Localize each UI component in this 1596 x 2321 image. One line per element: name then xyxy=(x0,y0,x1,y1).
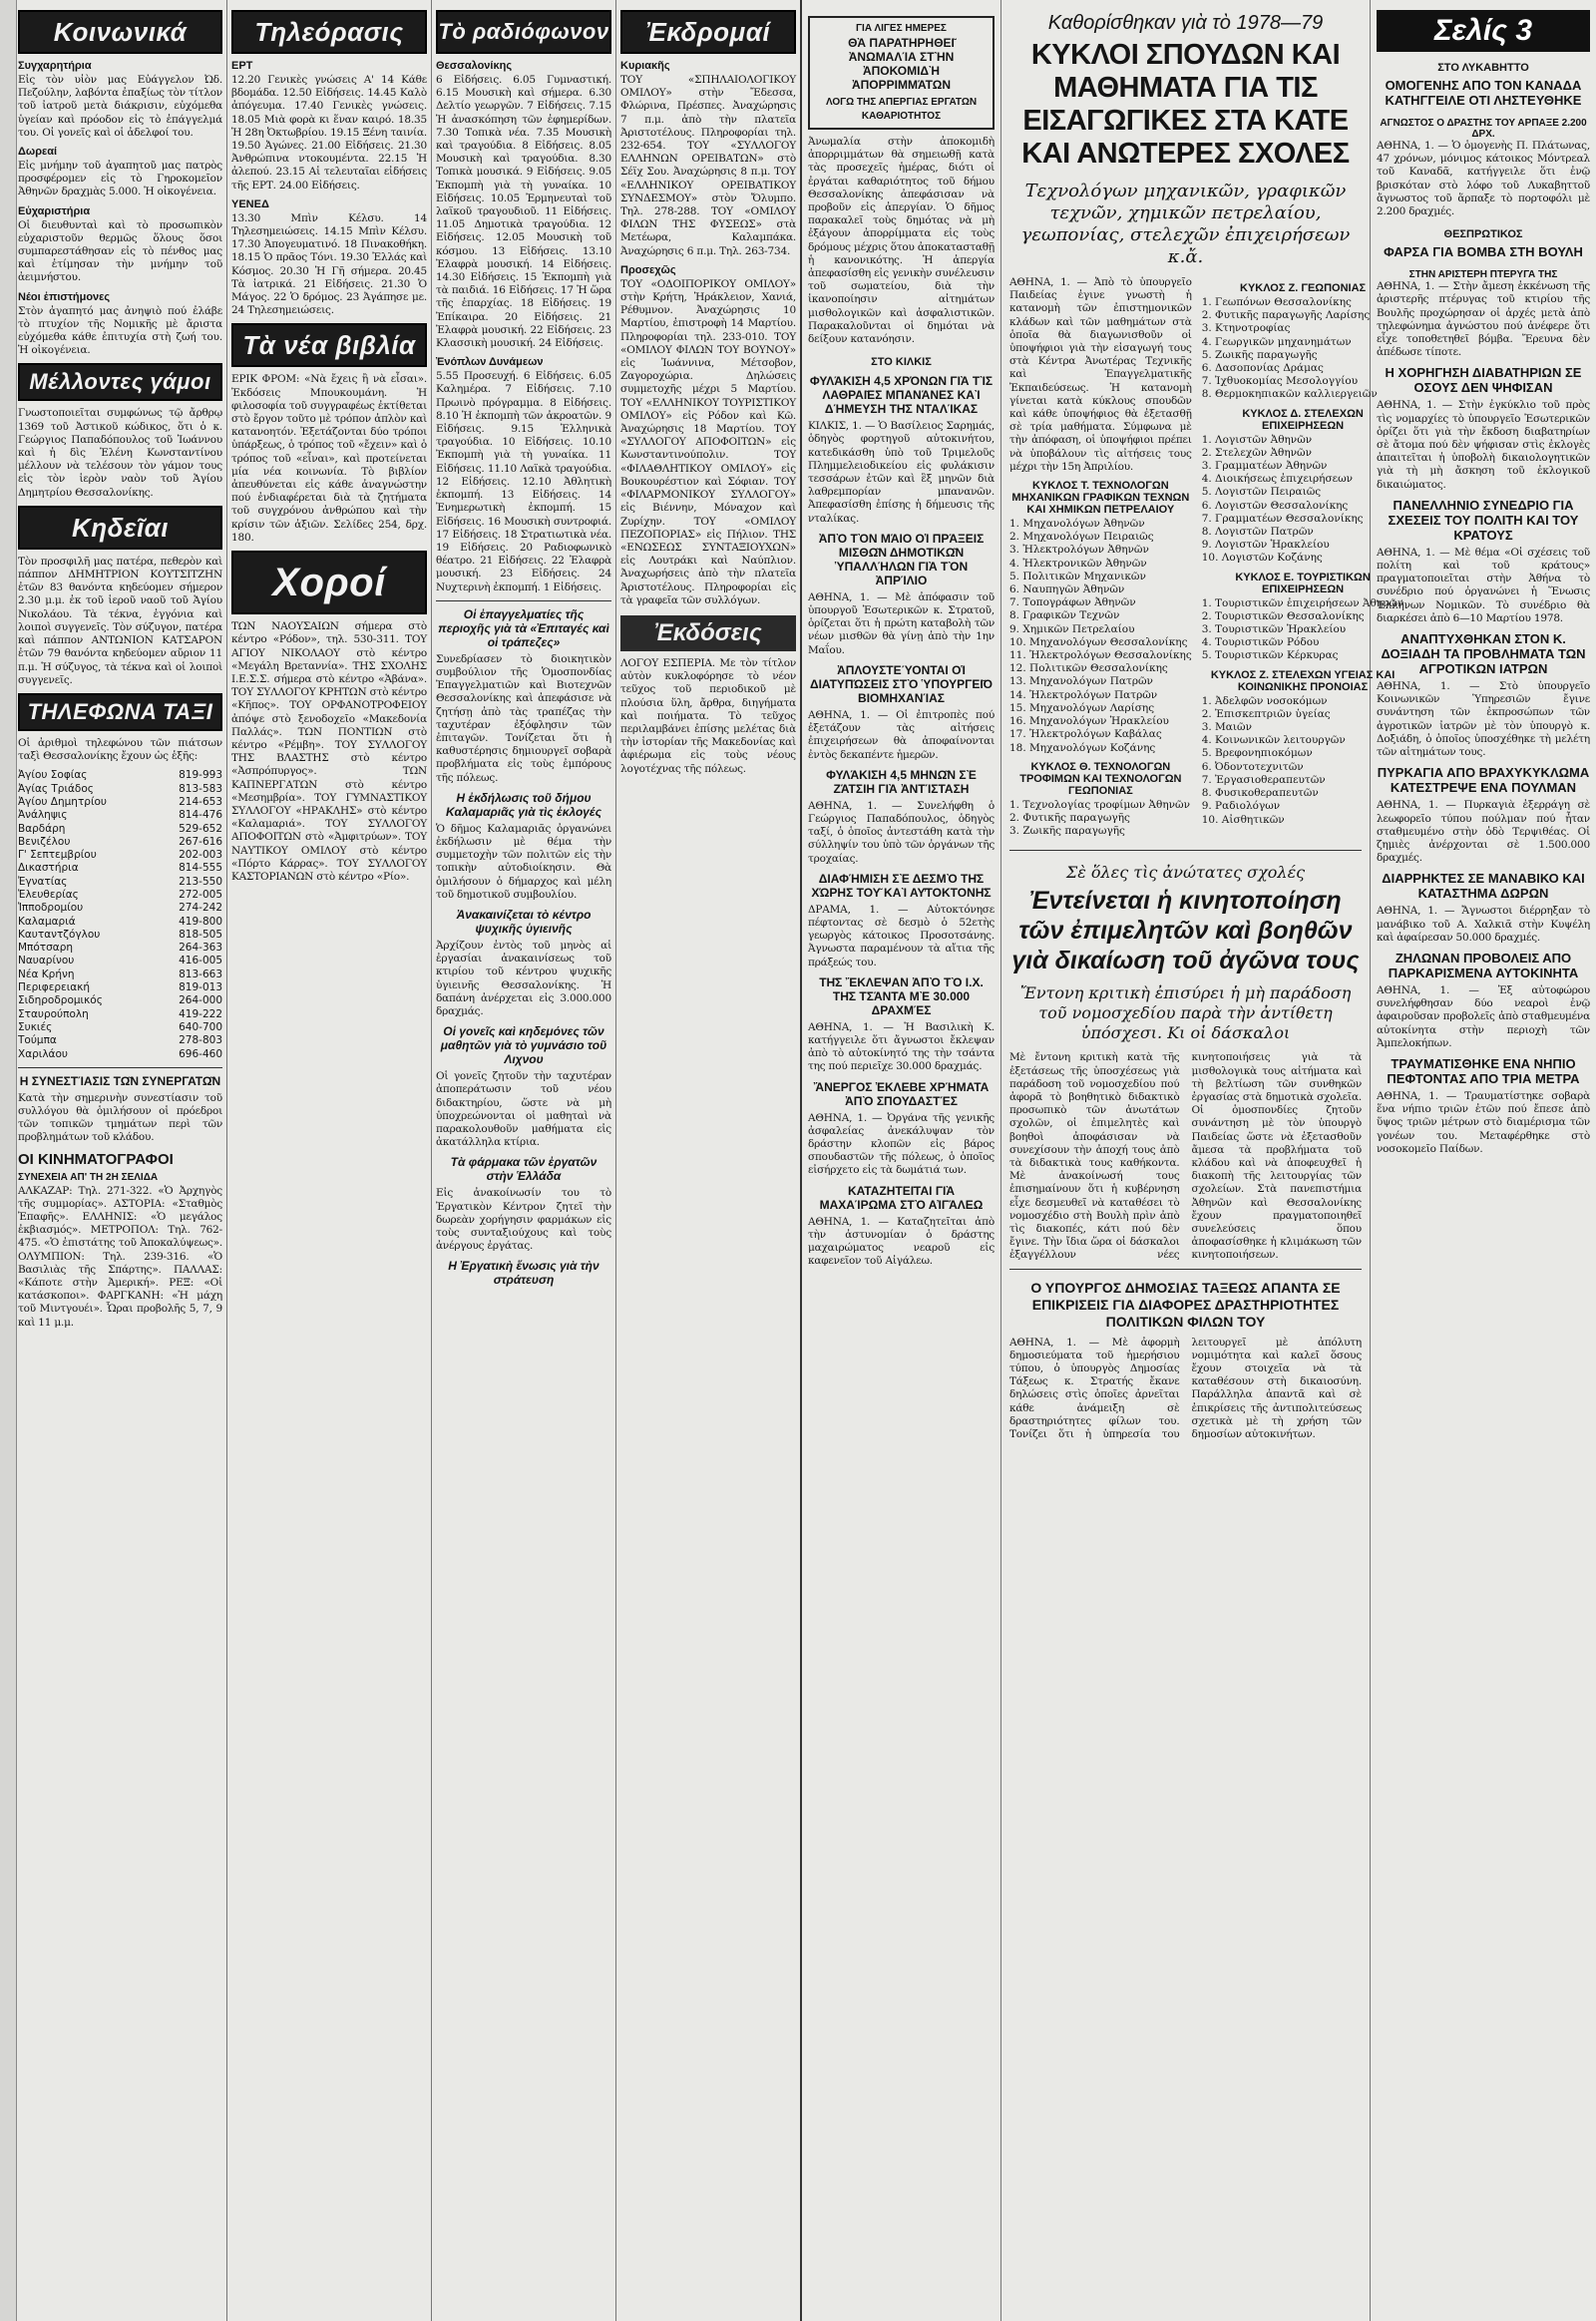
taxi-row xyxy=(18,809,222,822)
taxi-stand-name: Ἀγίου Δημητρίου xyxy=(18,795,107,808)
cinemas-text: ΑΛΚΑΖΑΡ: Τηλ. 271-322. «Ὁ Ἀρχηγὸς τῆς συμμορίας». ΑΣΤΟΡΙΑ: «Σταθμὸς Ἐπαφῆς». ΕΛΛΗΝΙΣ: «Ὁ μεγάλος ἐκβιασμός». ΜΕΤΡΟΠΟΛ: Τηλ. 762-475. «Ὁ ἐπιστάτης τοῦ Ἀποκαλύψεως». ΟΛΥΜΠΙΟΝ: Τηλ. 239-316. «Ὁ Βασιλιὰς τῆς Σπάρτης». ΠΑΛΛΑΣ: «Κάποτε στὴν Ἀμερική». ΡΕΞ: «Οἱ κατάσκοποι». ΦΑΡΓΚΑΝΗ: «Ἡ μάχη τοῦ Μιντγουέι». Ὧραι προβολῆς 5, 7, 9 καὶ 11 μ.μ. xyxy=(18,1184,222,1329)
taxi-row xyxy=(18,783,222,796)
taxi-intro: Οἱ ἀριθμοὶ τηλεφώνου τῶν πιάτσων ταξὶ Θεσσαλονίκης ἔχουν ὡς ἑξῆς: xyxy=(18,736,222,763)
excursions-sunday-head: Κυριακῆς xyxy=(620,60,670,72)
main-headline: ΚΥΚΛΟΙ ΣΠΟΥΔΩΝ ΚΑΙ ΜΑΘΗΜΑΤΑ ΓΙΑ ΤΙΣ ΕΙΣΑΓΩΓΙΚΕΣ ΣΤΑ ΚΑΤΕ ΚΑΙ ΑΝΩΤΕΡΕΣ ΣΧΟΛΕΣ xyxy=(1021,39,1350,170)
brief-head-6: ΠΥΡΚΑΓΙΑ ΑΠΟ ΒΡΑΧΥΚΥΚΛΩΜΑ ΚΑΤΕΣΤΡΕΨΕ ΕΝΑ ΠΟΥΛΜΑΝ xyxy=(1377,765,1590,796)
section-banner-social: Κοινωνικά xyxy=(18,10,222,54)
taxi-row xyxy=(18,916,222,929)
taxi-row xyxy=(18,836,222,849)
column-tv xyxy=(227,0,432,2321)
list-item: 1. Τεχνολογίας τροφίμων Ἀθηνῶν xyxy=(1009,798,1190,811)
taxi-stand-name: Γ' Σεπτεμβρίου xyxy=(18,849,97,862)
taxi-stand-name: Καυταντζόγλου xyxy=(18,928,101,941)
second-body: Μὲ ἔντονη κριτικὴ κατὰ τῆς ἐξετάσεως τῆς ὑποσχέσεως γιὰ παράδοση τοῦ νομοσχεδίου πού ἀφορᾶ τὸ βοηθητικὸ διδακτικὸ προσωπικὸ τῶν ἀνωτάτων σχολῶν, οἱ ἐπιμελητὲς καὶ βοηθοὶ ἀποφάσισαν νὰ συνεχίσουν τὴν ἀποχή τους ἀπὸ τὰ διδακτικὰ τους καθήκοντα. Μὲ ἀνακοίνωσή τους ἐπισημαίνουν ὅτι ἡ κυβέρνηση εἶχε δεσμευθεῖ νὰ καταθέσει τὸ νομοσχέδιο στὴ Βουλὴ πρὶν ἀπὸ τὶς διακοπές, κάτι πού δὲν ἔγινε. Τὴν ἴδια ὥρα οἱ δάσκαλοι ἐξαγγέλλουν νέες κινητοποιήσεις γιὰ τὰ μισθολογικὰ τους αἰτήματα καὶ τὴ βελτίωση τῶν συνθηκῶν ἐργασίας στὰ δημοτικὰ σχολεῖα. Οἱ ὁμοσπονδίες ζητοῦν συνάντηση μὲ τὸν ὑπουργὸ Παιδείας ὥστε νὰ ἐξετασθοῦν ἄμεσα τὰ προβλήματα τοῦ κλάδου καὶ νὰ ἀποφευχθεῖ ἡ διακοπὴ τῆς λειτουργίας τῶν σχολείων. Στὰ πανεπιστήμια Ἀθηνῶν καὶ Θεσσαλονίκης ἔχουν πραγματοποιηθεῖ συνελεύσεις ὅπου ἀποφασίσθηκε ἡ κλιμάκωση τῶν κινητοποιήσεων. xyxy=(1009,1051,1362,1262)
brief-text-8: ΑΘΗΝΑ, 1. — Ἐξ αὐτοφώρου συνελήφθησαν δύο νεαροὶ ἐνῷ ἀφαιροῦσαν προβολεῖς ἀπὸ σταθμευμένα αὐτοκίνητα στὴν περιοχὴ τῶν Ἀμπελοκήπων. xyxy=(1377,983,1590,1049)
taxi-phone-number: 696-460 xyxy=(179,1047,222,1060)
taxi-stand-name: Βαρδάρη xyxy=(18,822,66,835)
article-head-industry: ἈΠΛΟΥΣΤΕΎΟΝΤΑΙ ΟἹ ΔΙΑΤΥΠΏΣΕΙΣ ΣΤῸ ὙΠΟΥΡΓΕΙ͂Ο ΒΙΟΜΗΧΑΝΊΑΣ xyxy=(809,662,994,705)
taxi-phone-list xyxy=(18,769,222,1061)
list-item: 4. Διοικήσεως ἐπιχειρήσεων xyxy=(1201,473,1354,486)
taxi-stand-name: Δικαστήρια xyxy=(18,862,79,875)
taxi-stand-name: Βενιζέλου xyxy=(18,835,71,848)
list-item: 8. Φυσικοθεραπευτῶν xyxy=(1201,787,1319,800)
excursions-upcoming-text: ΤΟΥ «ΟΔΟΙΠΟΡΙΚΟΥ ΟΜΙΛΟΥ» στὴν Κρήτη, Ἡράκλειον, Χανιά, Ρέθυμνον. Ἀναχώρησις 10 Μαρτίου, ἐπιστροφὴ 14 Μαρτίου. Πληροφορίαι τηλ. 233-010. ΤΟΥ «ΟΜΙΛΟΥ ΦΙΛΩΝ ΤΟΥ ΒΟΥΝΟΥ» εἰς Ἰωάννινα, Μέτσοβον, Ζαγοροχώρια. Δηλώσεις συμμετοχῆς μέχρι 5 Μαρτίου. ΤΟΥ «ΕΛΛΗΝΙΚΟΥ ΤΟΥΡΙΣΤΙΚΟΥ ΟΜΙΛΟΥ» εἰς Ρόδον καὶ Κῶ. Ἀναχώρησις 18 Μαρτίου. ΤΟΥ «ΣΥΛΛΟΓΟΥ ΑΠΟΦΟΙΤΩΝ» εἰς Κωνσταντινούπολιν. ΤΟΥ «ΦΙΛΑΘΛΗΤΙΚΟΥ ΟΜΙΛΟΥ» εἰς Βουκουρέστιον καὶ Σόφιαν. ΤΟΥ «ΦΙΛΑΡΜΟΝΙΚΟΥ ΣΥΛΛΟΓΟΥ» εἰς Βιέννην, Μόναχον καὶ Ζυρίχην. ΤΟΥ «ΟΜΙΛΟΥ ΠΕΖΟΠΟΡΙΑΣ» εἰς Πήλιον. ΤΗΣ «ΕΝΩΣΕΩΣ ΣΥΝΤΑΞΙΟΥΧΩΝ» εἰς Λουτράκι καὶ Ναύπλιον. Ἀναχωρήσεις ἀπὸ τὴν πλατεῖα Ἀριστοτέλους. Πληροφορίαι εἰς τὰ γραφεῖα τῶν συλλόγων. xyxy=(620,277,796,606)
column-radio xyxy=(432,0,616,2321)
list-item: 7. Ἐργασιοθεραπευτῶν xyxy=(1201,773,1326,786)
taxi-stand-name: Περιφερειακή xyxy=(18,981,91,994)
taxi-phone-number: 416-005 xyxy=(179,955,222,967)
list-item: 3. Ζωικῆς παραγωγῆς xyxy=(1009,825,1125,838)
publications-text: ΛΟΓΟΥ ΕΣΠΕΡΙΑ. Με τὸν τίτλον αὐτὸν κυκλοφόρησε τὸ νέον τεῦχος τοῦ περιοδικοῦ μὲ πλούσια ὕλη, ἄρθρα, διηγήματα καὶ ποιήματα. Τὸ τεῦχος περιλαμβάνει ἐπίσης μελέτας διὰ τὴν ἱστορίαν τῆς Μακεδονίας καὶ ἀφιέρωμα εἰς τοὺς νέους λογοτέχνας τῆς πόλεως. xyxy=(620,656,796,775)
taxi-phone-number: 819-013 xyxy=(179,981,222,994)
social-text-2: Εἰς μνήμην τοῦ ἀγαπητοῦ μας πατρὸς προσφέρομεν εἰς τὸ Γηροκομεῖον Ἀθηνῶν δραχμὰς 5.000. Ἡ οἰκογένεια. xyxy=(18,160,222,198)
list-item: 10. Μηχανολόγων Θεσσαλονίκης xyxy=(1009,635,1188,648)
list-item: 2. Φυτικῆς παραγωγῆς Λαρίσης xyxy=(1201,309,1371,322)
article-head-drama: ΔΙΑΦΉΜΙΣΗ ΣῈ ΔΕΣΜῸ ΤΗ͂Σ ΧΏΡΗΣ ΤΟΥ͂ ΚΑῚ ΑΥ̓ΤΟΚΤΟΝΗ͂Σ xyxy=(811,871,992,900)
article-text-drama: ΔΡΑΜΑ, 1. — Αὐτοκτόνησε πέφτοντας σὲ δεσμὸ ὁ 52ετὴς γεωργὸς κάτοικος Προσοτσάνης. Ἀγνωστα παραμένουν τὰ αἴτια τῆς πράξεώς του. xyxy=(808,903,995,968)
list-item: 8. Θερμοκηπιακῶν καλλιεργειῶν xyxy=(1201,388,1378,401)
brief-sub-2: ΣΤΗΝ ΑΡΙΣΤΕΡΗ ΠΤΕΡΥΓΑ ΤΗΣ xyxy=(1408,269,1558,281)
brief-kicker-2: ΘΕΣΠΡΩΤΙΚΟΣ xyxy=(1443,228,1523,241)
weddings-text: Γνωστοποιεῖται συμφώνως τῷ ἄρθρῳ 1369 τοῦ Ἀστικοῦ κώδικος, ὅτι ὁ κ. Γεώργιος Παπαδόπουλος τοῦ Ἰωάννου καὶ ἡ δὶς Ἑλένη Κωνσταντίνου μέλλουν νὰ τελέσουν τὸν γάμον τους εἰς τὸν ἱερὸν ναὸν τοῦ Ἁγίου Δημητρίου Θεσσαλονίκης. xyxy=(18,407,222,499)
main-body-text: ΑΘΗΝΑ, 1. — Ἀπὸ τὸ ὑπουργεῖο Παιδείας ἐγινε γνωστὴ ἡ κατανομὴ τῶν ἐπιστημονικῶν κλάδων καὶ τῶν μαθημάτων στὰ ὁποῖα θὰ διαγωνισθοῦν οἱ ὑποψήφιοι γιὰ τὴν εἰσαγωγή τους στὰ Κέντρα Ἀνωτέρας Τεχνικῆς καὶ Ἐπαγγελματικῆς Ἐκπαιδεύσεως. Ἡ κατανομὴ γίνεται κατὰ κύκλους σπουδῶν καὶ κάθε ὑποψήφιος θὰ ἐξετασθῇ σὲ τρία μαθήματα. Σύμφωνα μὲ τὴν ἀπόφαση, οἱ ὑποψήφιοι πρέπει νὰ ὑποβάλουν τὶς αἰτήσεις τους μέχρι τὴν 15η Ἀπριλίου. xyxy=(1009,276,1192,473)
article-head-bag: ΤΗ͂Σ ἜΚΛΕΨΑΝ ἈΠῸ ΤῸ Ι.Χ. ΤΗ͂Σ ΤΣΆΝΤΑ ΜῈ 30.000 ΔΡΑΧΜΈΣ xyxy=(819,974,984,1017)
taxi-row xyxy=(18,1021,222,1034)
article-head-prison: ΦΥΛΆΚΙΣΗ 4,5 ΜΗΝΩ͂Ν ΣῈ ΖΆΤΣΙΗ ΓΙᾺ ἈΝΤΊΣΤΑΣΗ xyxy=(826,767,977,796)
social-text-1: Εἰς τὸν υἱὸν μας Εὐάγγελον Ὠδ. Πεζούλην, λαβόντα ἐπαξίως τὸν τίτλον τοῦ ἰατροῦ μετὰ διάκρισιν, εὐχόμεθα ὑγείαν καὶ πρόοδον εἰς τὸ ἐπάγγελμά του. Οἱ γονεῖς καὶ οἱ ἀδελφοί του. xyxy=(18,74,222,139)
second-deck: Ἔντονη κριτικὴ ἐπισύρει ἡ μὴ παράδοση τοῦ νομοσχεδίου παρὰ τὴν ἀντίθετη ὑπόσχεσι. Κι οἱ δάσκαλοι xyxy=(1019,983,1352,1043)
brief-text-5: ΑΘΗΝΑ, 1. — Στὸ ὑπουργεῖο Κοινωνικῶν Ὑπηρεσιῶν ἔγινε συνάντηση τῶν ἐκπροσώπων τῶν ἀγροτικῶν ἰατρῶν μὲ τὸν ὑπουργὸ κ. Δοξιάδη, ὁ ὁποῖος ὑποσχέθηκε τὴ μελέτη τῶν αἰτημάτων τους. xyxy=(1377,680,1590,759)
brief-text-3: ΑΘΗΝΑ, 1. — Στὴν ἐγκύκλιο τοῦ πρὸς τὶς νομαρχίες τὸ ὑπουργεῖο Ἐσωτερικῶν ὁρίζει ὅτι γιὰ τὴν ἔκδοση διαβατηρίων σὲ ἄτομα πού δὲν ψήφισαν στὶς ἐκλογὲς ἀπαιτεῖται ἡ ὑποβολὴ δικαιολογητικῶν γιὰ τὴ μὴ ἄσκηση τοῦ ἐκλογικοῦ δικαιώματος. xyxy=(1377,399,1590,491)
list-item: 2. Φυτικῆς παραγωγῆς xyxy=(1009,811,1130,824)
list-item: 18. Μηχανολόγων Κοζάνης xyxy=(1009,741,1156,754)
taxi-row xyxy=(18,1034,222,1047)
list-item: 6. Λογιστῶν Θεσσαλονίκης xyxy=(1201,499,1349,512)
list-item: 13. Μηχανολόγων Πατρῶν xyxy=(1009,675,1153,688)
taxi-stand-name: Σιδηροδρομικός xyxy=(18,994,103,1007)
section-banner-excursions: Ἐκδρομαί xyxy=(620,10,796,54)
brief-sub-1: ΑΓΝΩΣΤΟΣ Ο ΔΡΑΣΤΗΣ ΤΟΥ ΑΡΠΑΞΕ 2.200 ΔΡΧ. xyxy=(1380,118,1587,140)
taxi-phone-number: 813-663 xyxy=(179,967,222,980)
brief-kicker-1: ΣΤΟ ΛΥΚΑΒΗΤΤΟ xyxy=(1437,62,1529,74)
taxi-phone-number: 419-222 xyxy=(179,1007,222,1020)
list-item: 9. Χημικῶν Πετρελαίου xyxy=(1009,622,1135,635)
list-item: 17. Ἠλεκτρολόγων Καβάλας xyxy=(1009,728,1162,741)
taxi-row xyxy=(18,849,222,862)
article-text-checks: Συνεδρίασεν τὸ διοικητικὸν συμβούλιον τῆς Ὁμοσπονδίας Ἐπαγγελματιῶν καὶ Βιοτεχνῶν Θεσσαλονίκης καὶ ἀπεφάσισε νὰ ζητήσῃ ἀπὸ τὰς τραπέζας τὴν ταχυτέραν ἐξόφλησιν τῶν ἐπιταγῶν. Τονίζεται ὅτι ἡ καθυστέρησις δημιουργεῖ σοβαρὰ προβλήματα εἰς τοὺς ἐμπόρους τῆς πόλεως. xyxy=(436,652,611,784)
notice-garbage-sub: ΛΟΓΩ ΤΗΣ ΑΠΕΡΓΙΑΣ ΕΡΓΑΤΩΝ ΚΑΘΑΡΙΟΤΗΤΟΣ xyxy=(825,97,978,122)
brief-text-7: ΑΘΗΝΑ, 1. — Ἄγνωστοι διέρρηξαν τὸ μανάβικο τοῦ Α. Χαλκιᾶ στὴν Κυψέλη καὶ ἀφαίρεσαν 50.000 δραχμές. xyxy=(1377,905,1590,944)
list-item: 8. Λογιστῶν Πατρῶν xyxy=(1201,526,1314,539)
tv-yened-head: ΥΕΝΕΔ xyxy=(231,197,269,210)
list-item: 4. Τουριστικῶν Ρόδου xyxy=(1201,636,1320,649)
list-item: 5. Ζωικῆς παραγωγῆς xyxy=(1201,348,1318,361)
taxi-row xyxy=(18,862,222,875)
list-item: 10. Αἰσθητικῶν xyxy=(1201,813,1285,826)
taxi-stand-name: Μπότσαρη xyxy=(18,942,74,955)
article-head-parents: Οἱ γονεῖς καὶ κηδεμόνες τῶν μαθητῶν γιὰ τὸ γυμνάσιο τοῦ Λιχνου xyxy=(440,1024,607,1067)
list-engineers xyxy=(1009,518,1192,755)
article-kicker-kilkis: ΣΤΟ ΚΙΛΚΙΣ xyxy=(871,356,932,369)
main-kicker: Καθορίσθηκαν γιὰ τὸ 1978—79 xyxy=(1047,12,1324,34)
third-body: ΑΘΗΝΑ, 1. — Μὲ ἀφορμὴ δημοσιεύματα τοῦ ἡμερήσιου τύπου, ὁ ὑπουργὸς Δημοσίας Τάξεως κ. Στρατής ἔκανε δηλώσεις στὶς ὁποῖες ἀρνεῖται κάθε ἀνάμειξη σὲ δραστηριότητες φίλων του. Τονίζει ὅτι ἡ ὑπηρεσία του λειτουργεῖ μὲ ἀπόλυτη νομιμότητα καὶ καλεῖ ὅσους ἔχουν στοιχεῖα νὰ τὰ καταθέσουν στὴ δικαιοσύνη. Παράλληλα ἀπαντᾶ καὶ σὲ ἐπικρίσεις τῆς ἀντιπολιτεύσεως σχετικὰ μὲ τὴ χρήση τῶν δημοσίων αὐτοκινήτων. xyxy=(1009,1336,1362,1440)
taxi-stand-name: Ἀγίου Σοφίας xyxy=(18,769,88,782)
column-main-story xyxy=(1001,0,1404,2321)
taxi-phone-number: 274-242 xyxy=(179,902,222,915)
list-item: 1. Τουριστικῶν ἐπιχειρήσεων Ἀθηνῶν xyxy=(1201,596,1404,609)
taxi-phone-number: 278-803 xyxy=(179,1034,222,1047)
taxi-row xyxy=(18,902,222,915)
taxi-row xyxy=(18,942,222,955)
list-item: 10. Λογιστῶν Κοζάνης xyxy=(1201,552,1323,565)
taxi-stand-name: Ἀγίας Τριάδος xyxy=(18,782,94,795)
list-item: 11. Ἠλεκτρολόγων Θεσσαλονίκης xyxy=(1009,649,1192,662)
taxi-stand-name: Ἐγνατίας xyxy=(18,875,68,888)
list-item: 7. Γραμματέων Θεσσαλονίκης xyxy=(1201,512,1364,525)
list-item: 7. Τοπογράφων Ἀθηνῶν xyxy=(1009,596,1136,609)
list-item: 3. Γραμματέων Ἀθηνῶν xyxy=(1201,460,1328,473)
article-text-bag: ΑΘΗΝΑ, 1. — Ἡ Βασιλικὴ Κ. κατήγγειλε ὅτι ἄγνωστοι ἔκλεψαν ἀπὸ τὸ αὐτοκίνητό της τὴν τσάντα της πού περιεῖχε 30.000 δραχμάς. xyxy=(808,1020,995,1073)
cooperators-text: Κατὰ τὴν σημερινὴν συνεστίασιν τοῦ συλλόγου θὰ ὁμιλήσουν οἱ πρόεδροι τῶν τοπικῶν τμημάτων περὶ τῶν προβλημάτων τοῦ κλάδου. xyxy=(18,1091,222,1144)
taxi-stand-name: Χαριλάου xyxy=(18,1047,68,1060)
list-item: 2. Στελεχῶν Ἀθηνῶν xyxy=(1201,446,1312,459)
article-text-parents: Οἱ γονεῖς ζητοῦν τὴν ταχυτέραν ἀποπεράτωσιν τοῦ νέου διδακτηρίου, ὥστε νὰ μὴ ὑποχρεώνονται οἱ μαθηταὶ νὰ παρακολουθοῦν μαθήματα εἰς ἀκατάλληλα κτίρια. xyxy=(436,1070,611,1149)
social-subhead-4: Νέοι ἐπιστήμονες xyxy=(18,290,111,303)
third-headline: Ο ΥΠΟΥΡΓΟΣ ΔΗΜΟΣΙΑΣ ΤΑΞΕΩΣ ΑΠΑΝΤΑ ΣΕ ΕΠΙΚΡΙΣΕΙΣ ΓΙΑ ΔΙΑΦΟΡΕΣ ΔΡΑΣΤΗΡΙΟΤΗΤΕΣ ΠΟΛΙΤΙΚΩΝ ΦΙΛΩΝ ΤΟΥ xyxy=(1030,1279,1341,1330)
article-text-stabbing: ΑΘΗΝΑ, 1. — Καταζητεῖται ἀπὸ τὴν ἀστυνομίαν ὁ δράστης μαχαιρώματος νεαροῦ εἰς καφενεῖον τοῦ Αἰγάλεω. xyxy=(808,1215,995,1268)
list-item: 5. Λογιστῶν Πειραιῶς xyxy=(1201,486,1322,499)
list-head-tourism: ΚΥΚΛΟΣ Ε. ΤΟΥΡΙΣΤΙΚΩΝ ΕΠΙΧΕΙΡΗΣΕΩΝ xyxy=(1235,571,1371,595)
section-banner-books: Τὰ νέα βιβλία xyxy=(231,323,427,367)
excursions-upcoming-head: Προσεχῶς xyxy=(620,263,676,276)
taxi-row xyxy=(18,876,222,889)
article-head-union: Η Ἐργατικὴ ἕνωσις γιὰ τὴν στράτευση xyxy=(448,1259,599,1288)
list-item: 3. Κτηνοτροφίας xyxy=(1201,322,1291,335)
brief-head-1: ΟΜΟΓΕΝΗΣ ΑΠΟ ΤΟΝ ΚΑΝΑΔΑ ΚΑΤΗΓΓΕΙΛΕ ΟΤΙ ΛΗΣΤΕΥΘΗΚΕ xyxy=(1385,78,1582,108)
list-item: 15. Μηχανολόγων Λαρίσης xyxy=(1009,701,1155,714)
social-text-3: Οἱ διευθυνταὶ καὶ τὸ προσωπικὸν εὐχαριστοῦν θερμῶς ὅλους ὅσοι συμπαρεστάθησαν εἰς τὸ πένθος μας καὶ ἐτίμησαν τὴν μνήμην τοῦ ἀειμνήστου. xyxy=(18,218,222,284)
notice-garbage-kicker: ΓΙΑ ΛΙΓΕΣ ΗΜΕΡΕΣ xyxy=(856,23,947,34)
cinemas-sub: ΣΥΝΕΧΕΙΑ ΑΠ' ΤΗ 2Η ΣΕΛΙΔΑ xyxy=(18,1171,159,1183)
list-item: 1. Γεωπόνων Θεσσαλονίκης xyxy=(1201,296,1352,308)
taxi-stand-name: Σταυρούπολη xyxy=(18,1007,89,1020)
article-head-medicines: Τὰ φάρμακα τῶν ἐργατῶν στὴν Ἑλλάδα xyxy=(450,1155,598,1184)
radio-thess-head: Θεσσαλονίκης xyxy=(436,60,513,72)
brief-text-4: ΑΘΗΝΑ, 1. — Μὲ θέμα «Οἱ σχέσεις τοῦ πολίτη καὶ τοῦ κράτους» πραγματοποιεῖται στὴν Ἀθήνα τὸ συνέδριο πού ὀργανώνει ἡ Ἕνωσις Ἑλλήνων Νομικῶν. Τὸ συνέδριο θὰ διαρκέσει ἀπὸ 6—10 Μαρτίου 1978. xyxy=(1377,546,1590,624)
taxi-phone-number: 814-555 xyxy=(179,862,222,875)
cinemas-head: ΟΙ ΚΙΝΗΜΑΤΟΓΡΑΦΟΙ xyxy=(18,1150,174,1168)
dances-text: ΤΩΝ ΝΑΟΥΣΑΙΩΝ σήμερα στὸ κέντρο «Ρόδον», τηλ. 530-311. ΤΟΥ ΑΓΙΟΥ ΝΙΚΟΛΑΟΥ στὸ κέντρο «Μεγάλη Βρεταννία». ΤΗΣ ΣΧΟΛΗΣ Ι.Ε.Σ.Σ. σήμερα στὸ κέντρο «Ἁβάνα». ΤΟΥ ΣΥΛΛΟΓΟΥ ΚΡΗΤΩΝ στὸ κέντρο «Κῆπος». ΤΟΥ ΟΡΦΑΝΟΤΡΟΦΕΙΟΥ ἀπόψε στὸ ξενοδοχεῖο «Μακεδονία Παλλάς». ΤΩΝ ΠΟΝΤΙΩΝ στὸ κέντρο «Ρέμβη». ΤΟΥ ΣΥΛΛΟΓΟΥ ΤΗΣ ΒΛΑΣΤΗΣ στὸ κέντρο «Ἀσπρόπυργος». ΤΩΝ ΚΑΠΝΕΡΓΑΤΩΝ στὸ κέντρο «Μεσημβρία». ΤΟΥ ΓΥΜΝΑΣΤΙΚΟΥ ΣΥΛΛΟΓΟΥ «ΗΡΑΚΛΗΣ» στὸ κέντρο «Καλαμαριά». ΤΟΥ ΣΥΛΛΟΓΟΥ ΑΠΟΦΟΙΤΩΝ στὸ «Ἀμφιτρύων». ΤΟΥ ΝΑΥΤΙΚΟΥ ΟΜΙΛΟΥ στὸ κέντρο «Πόρτο Κάρρας». ΤΟΥ ΣΥΛΛΟΓΟΥ ΚΑΣΤΟΡΙΑΝΩΝ στὸ κέντρο «Ρίο». xyxy=(231,620,427,883)
taxi-phone-number: 529-652 xyxy=(179,822,222,835)
list-item: 5. Πολιτικῶν Μηχανικῶν xyxy=(1009,570,1146,582)
taxi-stand-name: Ἑλευθερίας xyxy=(18,888,79,901)
radio-thess-text: 6 Εἰδήσεις. 6.05 Γυμναστική. 6.15 Μουσικὴ καὶ σήμερα. 6.30 Δελτίο γεωργῶν. 7 Εἰδήσεις. 7.15 Ἡ ἀνασκόπηση τῶν ἐφημερίδων. 7.30 Τοπικὰ νέα. 7.35 Μουσικὴ καὶ τραγούδια. 8 Εἰδήσεις. 8.05 Μουσικὴ καὶ τραγούδια. 8.30 Τοπικὰ μουσικά. 9 Εἰδήσεις. 9.05 Ἐκπομπὴ γιὰ τὴ γυναίκα. 10 Εἰδήσεις. 10.05 Ἐρμηνευταὶ τοῦ λαϊκοῦ τραγουδιοῦ. 11 Εἰδήσεις. 11.05 Δημοτικὰ τραγούδια. 12 Εἰδήσεις. 12.05 Μουσικὴ τοῦ κόσμου. 13 Εἰδήσεις. 13.10 Ἐλαφρὰ μουσική. 14 Εἰδήσεις. 14.30 Εἰδήσεις. 15 Ἐκπομπὴ γιὰ τὰ παιδιά. 16 Εἰδήσεις. 17 Ἡ ὥρα τῆς ἐπαρχίας. 18 Εἰδήσεις. 19 Ἐπίκαιρα. 20 Εἰδήσεις. 21 Ἐλαφρὰ μουσική. 22 Εἰδήσεις. 23 Κλασσικὴ μουσική. 24 Εἰδήσεις. xyxy=(436,74,611,350)
taxi-stand-name: Ἱπποδρομίου xyxy=(18,902,84,915)
taxi-phone-number: 202-003 xyxy=(179,849,222,862)
list-item: 9. Λογιστῶν Ἡρακλείου xyxy=(1201,539,1330,552)
taxi-phone-number: 640-700 xyxy=(179,1020,222,1033)
section-banner-dances: Χοροί xyxy=(231,551,427,614)
taxi-row xyxy=(18,1008,222,1021)
list-food xyxy=(1009,799,1192,839)
column-news-short xyxy=(802,0,1001,2321)
social-subhead-3: Εὐχαριστήρια xyxy=(18,204,91,217)
notice-garbage-body: Ἀνωμαλία στὴν ἀποκομιδὴ ἀπορριμμάτων θὰ σημειωθῇ κατὰ τὰς προσεχεῖς ἡμέρας, διότι οἱ ἐργάται καθαριότητος τοῦ δήμου Θεσσαλονίκης ἀπεφάσισαν νὰ προβοῦν εἰς ἀπεργίαν. Ὁ δῆμος παρακαλεῖ τοὺς δημότας νὰ μὴ ἐξάγουν ἀπορρίμματα εἰς τοὺς δρόμους μέχρις ὅτου ἀποκατασταθῇ ἡ κανονικότης. Ἡ ἀπεργία ἀπεφασίσθη εἰς γενικὴν συνέλευσιν τοῦ σωματείου, διὰ τὴν ἱκανοποίησιν αἰτημάτων μισθολογικῶν καὶ ἀσφαλιστικῶν. Παρακαλοῦνται οἱ δημόται νὰ δείξουν κατανόησιν. xyxy=(808,136,996,346)
notice-garbage xyxy=(808,16,995,130)
tv-yened-text: 13.30 Μπὶν Κέλσυ. 14 Τηλεσημειώσεις. 14.15 Μπὶν Κέλσυ. 17.30 Ἀπογευματινό. 18 Πινακοθήκη. 18.15 Ὁ πρᾶος Τόνι. 19.30 Ἐλλάς καὶ Κόσμος. 20.30 Ἡ Γῆ σήμερα. 20.45 Τὰ ἰατρικά. 21 Εἰδήσεις. 21.30 Ὁ Μάγος. 22 Ὁ δρόμος. 23 Ἀγάπησε με. 24 Τηλεσημειώσεις. xyxy=(231,211,427,317)
list-head-food: ΚΥΚΛΟΣ Θ. ΤΕΧΝΟΛΟΓΩΝ ΤΡΟΦΙΜΩΝ ΚΑΙ ΤΕΧΝΟΛΟΓΩΝ ΓΕΩΠΟΝΙΑΣ xyxy=(1019,760,1182,797)
list-item: 4. Ἠλεκτρονικῶν Ἀθηνῶν xyxy=(1009,557,1147,570)
taxi-stand-name: Ναυαρίνου xyxy=(18,955,75,967)
article-text-students: ΑΘΗΝΑ, 1. — Ὀργάνα τῆς γενικῆς ἀσφαλείας ἀνεκάλυψαν τὸν δράστην κλοπῶν εἰς βάρος σπουδαστῶν τῆς πόλεως, ὁ ὁποῖος εἰσήρχετο εἰς τὰ δωμάτιά των. xyxy=(808,1111,995,1177)
second-kicker: Σὲ ὅλες τὶς ἀνώτατες σχολές xyxy=(1065,863,1306,883)
list-item: 9. Ραδιολόγων xyxy=(1201,800,1281,813)
list-item: 1. Μηχανολόγων Ἀθηνῶν xyxy=(1009,518,1145,531)
section-banner-taxi: ΤΗΛΕΦΩΝΑ ΤΑΞΙ xyxy=(18,693,222,731)
list-item: 5. Τουριστικῶν Κέρκυρας xyxy=(1201,649,1339,662)
article-head-checks: Οἱ ἐπαγγελματίες τῆς περιοχῆς γιὰ τὰ «Ἐπιταγές καὶ οἱ τράπεζες» xyxy=(438,606,609,649)
taxi-stand-name: Νέα Κρήνη xyxy=(18,967,75,980)
taxi-row xyxy=(18,823,222,836)
radio-armed-text: 5.55 Προσευχή. 6 Εἰδήσεις. 6.05 Καλημέρα. 7 Εἰδήσεις. 7.10 Πρωινὸ πρόγραμμα. 8 Εἰδήσεις. 8.10 Ἡ ἐκπομπὴ τῶν ἀκροατῶν. 9 Εἰδήσεις. 9.15 Ἐλληνικὰ τραγούδια. 10 Εἰδήσεις. 10.10 Ἐκπομπὴ γιὰ τὴ γυναίκα. 11 Εἰδήσεις. 11.10 Λαϊκὰ τραγούδια. 12 Εἰδήσεις. 12.10 Ἀθλητικὴ ἐκπομπή. 13 Εἰδήσεις. 14 Ἐνημερωτικὴ ἐκπομπή. 15 Εἰδήσεις. 16 Μουσικὴ συντροφιά. 17 Εἰδήσεις. 18 Στρατιωτικὰ νέα. 19 Εἰδήσεις. 20 Ραδιοφωνικὸ θέατρο. 21 Εἰδήσεις. 22 Ἐλαφρὰ μουσική. 23 Εἰδήσεις. 24 Νυχτερινὴ ἐκπομπή. 1 Εἰδήσεις. xyxy=(436,370,611,593)
section-banner-weddings: Μέλλοντες γάμοι xyxy=(18,363,222,401)
taxi-phone-number: 813-583 xyxy=(179,782,222,795)
taxi-row xyxy=(18,994,222,1007)
list-item: 7. Ἰχθυοκομίας Μεσολογγίου xyxy=(1201,375,1359,388)
taxi-row xyxy=(18,769,222,782)
section-banner-radio: Τὸ ραδιόφωνον xyxy=(436,10,611,54)
brief-text-6: ΑΘΗΝΑ, 1. — Πυρκαγιὰ ἐξερράγη σὲ λεωφορεῖο τύπου πούλμαν πού ἦταν σταθμευμένο στὴν ὁδὸ Τερψιθέας. Οἱ ζημιὲς ἀνέρχονται σὲ 1.500.000 δραχμές. xyxy=(1377,799,1590,865)
list-item: 1. Λογιστῶν Ἀθηνῶν xyxy=(1201,433,1313,446)
taxi-phone-number: 214-653 xyxy=(179,795,222,808)
taxi-phone-number: 272-005 xyxy=(179,888,222,901)
list-item: 16. Μηχανολόγων Ἡρακλείου xyxy=(1009,715,1169,728)
page-number-label: Σελίς 3 xyxy=(1377,10,1590,52)
article-head-mental-health: Ἀνακαινίζεται τὸ κέντρο ψυχικῆς ὑγιεινῆς xyxy=(456,907,592,936)
taxi-phone-number: 264-000 xyxy=(179,994,222,1007)
taxi-row xyxy=(18,796,222,809)
taxi-row xyxy=(18,955,222,967)
article-text-bananas: ΚΙΛΚΙΣ, 1. — Ὁ Βασίλειος Σαρημάς, ὁδηγὸς φορτηγοῦ αὐτοκινήτου, κατεδικάσθη ὑπὸ τοῦ Τριμελοῦς Πλημμελειοδικείου εἰς φυλάκισιν τεσσάρων ἐτῶν καὶ ἓξ μηνῶν διὰ λαθρεμπορίαν μπανανῶν. Ἀπεφασίσθη ἐπίσης ἡ δήμευσις τῆς νταλίκας. xyxy=(808,420,995,525)
article-head-bananas: ΦΥΛΆΚΙΣΗ 4,5 ΧΡΌΝΩΝ ΓΙᾺ ΤῚΣ ΛΑΘΡΑΙ͂ΕΣ ΜΠΑΝΆΝΕΣ ΚΑῚ ΔΉΜΕΥΣΗ ΤΗ͂Σ ΝΤΑΛΊΚΑΣ xyxy=(809,374,994,417)
article-head-kalamaria: Η ἐκδήλωσις τοῦ δήμου Καλαμαριᾶς γιὰ τὶς ἐκλογές xyxy=(446,790,601,819)
taxi-phone-number: 819-993 xyxy=(179,769,222,782)
brief-head-7: ΔΙΑΡΡΗΚΤΕΣ ΣΕ ΜΑΝΑΒΙΚΟ ΚΑΙ ΚΑΤΑΣΤΗΜΑ ΔΩΡΩΝ xyxy=(1382,871,1585,902)
list-head-agronomy: ΚΥΚΛΟΣ Ζ. ΓΕΩΠΟΝΙΑΣ xyxy=(1240,282,1367,294)
article-text-prison: ΑΘΗΝΑ, 1. — Συνελήφθη ὁ Γεώργιος Παπαδόπουλος, ὁδηγὸς ταξί, ὁ ὁποῖος ἀντεστάθη κατὰ τὴν σύλληψίν του ὑπὸ τῶν ὀργάνων τῆς τροχαίας. xyxy=(808,799,995,865)
radio-armed-head: Ἐνόπλων Δυνάμεων xyxy=(436,356,544,369)
column-briefs xyxy=(1371,0,1596,2321)
list-item: 3. Τουριστικῶν Ἡρακλείου xyxy=(1201,623,1347,636)
books-text: ΕΡΙΚ ΦΡΟΜ: «Νὰ ἔχεις ἢ νὰ εἶσαι». Ἐκδόσεις Μπουκουμάνη. Ἡ φιλοσοφία τοῦ συγγραφέως ἐκτίθεται στὸ ἔργον τοῦτο μὲ τρόπον ἀπλὸν καὶ κατανοητόν. Ἐξετάζονται δύο τρόποι ὑπάρξεως, ὁ τρόπος τοῦ «ἔχειν» καὶ ὁ τρόπος τοῦ «εἶναι», καὶ προτείνεται μία νέα κοινωνία. Τὸ βιβλίον ἀπευθύνεται εἰς κάθε ἀναγνώστην πού ἐνδιαφέρεται διὰ τὰ ζητήματα τοῦ συγχρόνου ἀνθρώπου καὶ τὴν κρίσιν τῶν ἀξιῶν. Σελίδες 254, δρχ. 180. xyxy=(231,373,427,544)
taxi-phone-number: 264-363 xyxy=(179,942,222,955)
cooperators-head: Η ΣΥΝΕΣΤΊΑΣΙΣ ΤΩ͂Ν ΣΥΝΕΡΓΑΤΩ͂Ν xyxy=(19,1073,221,1088)
taxi-row xyxy=(18,929,222,942)
list-item: 5. Βρεφονηπιοκόμων xyxy=(1201,747,1313,760)
list-item: 2. Μηχανολόγων Πειραιῶς xyxy=(1009,531,1154,544)
taxi-row xyxy=(18,968,222,981)
article-head-students: ἌΝΕΡΓΟΣ ἘΚΛΕΒΕ ΧΡΉΜΑΤΑ ἈΠῸ ΣΠΟΥΔΑΣΤΈΣ xyxy=(813,1079,990,1108)
taxi-row xyxy=(18,981,222,994)
section-banner-funerals: Κηδεῖαι xyxy=(18,506,222,550)
taxi-row xyxy=(18,889,222,902)
list-head-engineers: ΚΥΚΛΟΣ Τ. ΤΕΧΝΟΛΟΓΩΝ ΜΗΧΑΝΙΚΩΝ ΓΡΑΦΙΚΩΝ ΤΕΧΝΩΝ ΚΑΙ ΧΗΜΙΚΩΝ ΠΕΤΡΕΛΑΙΟΥ xyxy=(1011,480,1190,517)
brief-head-3: Η ΧΟΡΗΓΗΣΗ ΔΙΑΒΑΤΗΡΙΩΝ ΣΕ ΟΣΟΥΣ ΔΕΝ ΨΗΦΙΣΑΝ xyxy=(1385,365,1582,396)
list-item: 6. Δασοπονίας Δράμας xyxy=(1201,362,1324,375)
taxi-phone-number: 267-616 xyxy=(179,835,222,848)
list-item: 8. Γραφικῶν Τεχνῶν xyxy=(1009,609,1120,622)
taxi-phone-number: 419-800 xyxy=(179,915,222,928)
taxi-row xyxy=(18,1048,222,1061)
main-deck: Τεχνολόγων μηχανικῶν, γραφικῶν τεχνῶν, χημικῶν πετρελαίου, γεωπονίας, στελεχῶν ἐπιχειρήσεων κ.ἄ. xyxy=(1020,181,1351,267)
social-subhead-2: Δωρεαί xyxy=(18,146,58,159)
brief-head-8: ΖΗΛΩΝΑΝ ΠΡΟΒΟΛΕΙΣ ΑΠΟ ΠΑΡΚΑΡΙΣΜΕΝΑ ΑΥΤΟΚΙΝΗΤΑ xyxy=(1388,950,1579,980)
brief-head-9: ΤΡΑΥΜΑΤΙΣΘΗΚΕ ΕΝΑ ΝΗΠΙΟ ΠΕΦΤΟΝΤΑΣ ΑΠΟ ΤΡΙΑ ΜΕΤΡΑ xyxy=(1387,1055,1580,1086)
article-text-mental-health: Ἀρχίζουν ἐντὸς τοῦ μηνὸς αἱ ἐργασίαι ἀνακαινίσεως τοῦ κτιρίου τοῦ κέντρου ψυχικῆς ὑγιεινῆς Θεσσαλονίκης. Ἡ δαπάνη ἀνέρχεται εἰς 3.000.000 δραχμάς. xyxy=(436,939,611,1017)
article-text-salaries: ΑΘΗΝΑ, 1. — Μὲ ἀπόφασιν τοῦ ὑπουργοῦ Ἐσωτερικῶν κ. Στρατοῦ, ὁρίζεται ὅτι ἡ πρώτη καταβολὴ τῶν νέων μισθῶν θὰ γίνῃ ἀπὸ τὴν 1ην Μαΐου. xyxy=(808,590,995,656)
tv-ert-text: 12.20 Γενικὲς γνώσεις Α' 14 Κάθε βδομάδα. 12.50 Εἰδήσεις. 14.45 Καλὸ ἀπόγευμα. 17.40 Γενικὲς γνώσεις. 18.05 Μιὰ φορὰ κι ἕναν καιρό. 18.35 Ἡ 28η Ὀκτωβρίου. 19.15 Ξένη ταινία. 19.50 Ἀγώνες. 21.00 Εἰδήσεις. 21.30 Ἀνθρώπινα ντοκουμέντα. 22.15 Ἡ ἀλεπού. 23.15 Αἱ τελευταῖαι εἰδήσεις τῆς ΕΡΤ. 24.00 Εἰδήσεις. xyxy=(231,74,427,192)
funerals-text: Τὸν προσφιλῆ μας πατέρα, πεθερὸν καὶ πάππον ΔΗΜΗΤΡΙΟΝ ΚΟΥΤΣΙΤΖΗΝ ἐτῶν 83 θανόντα κηδεύομεν σήμερον 2.30 μ.μ. ἐκ τοῦ ἱεροῦ ναοῦ τοῦ Ἁγίου Νικολάου. Τὰ τέκνα, ἐγγόνια καὶ λοιποὶ συγγενεῖς. Τὸν σύζυγον, πατέρα καὶ πάππον ΑΝΤΩΝΙΟΝ ΚΑΤΣΑΡΟΝ ἐτῶν 79 θανόντα κηδεύομεν αὔριον 11 π.μ. Ἡ σύζυγος, τὰ τέκνα καὶ οἱ λοιποὶ συγγενεῖς. xyxy=(18,555,222,686)
tv-ert-head: ΕΡΤ xyxy=(231,60,253,72)
list-item: 3. Μαιῶν xyxy=(1201,721,1252,734)
taxi-stand-name: Καλαμαριά xyxy=(18,915,76,928)
article-head-salaries: ἈΠῸ ΤῸΝ ΜΆΙΟ ΟἹ ΠΡΆΞΕΙΣ ΜΙΣΘΩ͂Ν ΔΗΜΟΤΙΚΩ͂Ν ὙΠΑΛΛΉΛΩΝ ΓΙᾺ ΤῸΝ ἈΠΡΊΛΙΟ xyxy=(818,531,985,587)
brief-head-5: ΑΝΑΠΤΥΧΘΗΚΑΝ ΣΤΟΝ Κ. ΔΟΞΙΑΔΗ ΤΑ ΠΡΟΒΛΗΜΑΤΑ ΤΩΝ ΑΓΡΟΤΙΚΩΝ ΙΑΤΡΩΝ xyxy=(1381,631,1586,677)
list-item: 1. Ἀδελφῶν νοσοκόμων xyxy=(1201,694,1328,707)
list-item: 3. Ἠλεκτρολόγων Ἀθηνῶν xyxy=(1009,544,1149,557)
list-head-business: ΚΥΚΛΟΣ Δ. ΣΤΕΛΕΧΩΝ ΕΠΙΧΕΙΡΗΣΕΩΝ xyxy=(1242,407,1364,432)
list-item: 4. Γεωργικῶν μηχανημάτων xyxy=(1201,335,1352,348)
article-text-medicines: Εἰς ἀνακοίνωσίν του τὸ Ἐργατικὸν Κέντρον ζητεῖ τὴν δωρεὰν χορήγησιν φαρμάκων εἰς τοὺς συνταξιούχους καὶ τοὺς ἀνέργους ἐργάτας. xyxy=(436,1187,611,1253)
column-excursions xyxy=(616,0,802,2321)
column-social xyxy=(0,0,227,2321)
list-item: 12. Πολιτικῶν Θεσσαλονίκης xyxy=(1009,662,1168,675)
main-body-columns xyxy=(1009,276,1404,844)
social-subhead-1: Συγχαρητήρια xyxy=(18,60,92,72)
taxi-phone-number: 814-476 xyxy=(179,809,222,822)
article-text-kalamaria: Ὁ δῆμος Καλαμαριᾶς ὀργανώνει ἐκδήλωσιν μὲ θέμα τὴν συμμετοχὴν τῶν πολιτῶν εἰς τὴν τοπικὴν αὐτοδιοίκησιν. Θὰ ὁμιλήσουν ὁ δήμαρχος καὶ μέλη τοῦ δημοτικοῦ συμβουλίου. xyxy=(436,822,611,901)
social-text-4: Στὸν ἀγαπητό μας ἀνηψιὸ πού ἐλάβε τὸ πτυχίον τῆς Νομικῆς μὲ ἄριστα εὐχόμεθα κάθε ἐπιτυχία στὴ ζωή του. Ἡ οἰκογένεια. xyxy=(18,304,222,357)
list-item: 6. Ὀδοντοτεχνιτῶν xyxy=(1201,760,1304,773)
section-banner-tv: Τηλεόρασις xyxy=(231,10,427,54)
list-head-health: ΚΥΚΛΟΣ Ζ. ΣΤΕΛΕΧΩΝ ΥΓΕΙΑΣ ΚΑΙ ΚΟΙΝΩΝΙΚΗΣ ΠΡΟΝΟΙΑΣ xyxy=(1210,668,1396,693)
article-text-industry: ΑΘΗΝΑ, 1. — Οἱ ἐπιτροπὲς πού ἐξετάζουν τὰς αἰτήσεις ἐπιχειρήσεων θὰ ἀποφαίνονται ἐντὸς δεκαπέντε ἡμερῶν. xyxy=(808,708,995,761)
taxi-phone-number: 213-550 xyxy=(179,875,222,888)
taxi-phone-number: 818-505 xyxy=(179,928,222,941)
taxi-stand-name: Τούμπα xyxy=(18,1034,57,1047)
list-item: 6. Ναυπηγῶν Ἀθηνῶν xyxy=(1009,583,1125,596)
brief-text-1: ΑΘΗΝΑ, 1. — Ὁ ὁμογενὴς Π. Πλάτωνας, 47 χρόνων, μόνιμος κάτοικος Μόντρεαλ τοῦ Καναδᾶ, κατήγγειλε ὅτι ἐνῷ βρισκόταν στὸ λόφο τοῦ Λυκαβηττοῦ ἄγνωστος τοῦ ἅρπαξε τὸ πορτοφόλι μὲ 2.200 δραχμές. xyxy=(1377,140,1590,218)
list-item: 2. Τουριστικῶν Θεσσαλονίκης xyxy=(1201,609,1365,622)
taxi-stand-name: Συκιές xyxy=(18,1020,53,1033)
list-item: 2. Ἐπισκεπτριῶν ὑγείας xyxy=(1201,707,1331,720)
brief-head-4: ΠΑΝΕΛΛΗΝΙΟ ΣΥΝΕΔΡΙΟ ΓΙΑ ΣΧΕΣΕΙΣ ΤΟΥ ΠΟΛΙΤΗ ΚΑΙ ΤΟΥ ΚΡΑΤΟΥΣ xyxy=(1388,497,1579,543)
list-item: 14. Ἠλεκτρολόγων Πατρῶν xyxy=(1009,688,1158,701)
list-item: 4. Κοινωνικῶν λειτουργῶν xyxy=(1201,734,1346,747)
second-headline: Ἐντείνεται ἡ κινητοποίηση τῶν ἐπιμελητῶν καὶ βοηθῶν γιὰ δικαίωση τοῦ ἀγῶνα τους xyxy=(1011,887,1360,975)
article-head-stabbing: ΚΑΤΑΖΗΤΕΙ͂ΤΑΙ ΓΙᾺ ΜΑΧΑΊΡΩΜΑ ΣΤῸ ΑἸΓΆΛΕΩ xyxy=(819,1183,984,1212)
notice-garbage-head: ΘᾺ ΠΑΡΑΤΗΡΗΘΕΙ͂ ἈΝΩΜΑΛΊΑ ΣΤῊΝ ἈΠΟΚΟΜΙΔῊ ἈΠΟΡΡΙΜΜΆΤΩΝ xyxy=(848,36,955,92)
brief-head-2: ΦΑΡΣΑ ΓΙΑ ΒΟΜΒΑ ΣΤΗ ΒΟΥΛΗ xyxy=(1384,244,1583,260)
section-banner-publications: Ἐκδόσεις xyxy=(620,615,796,651)
brief-text-9: ΑΘΗΝΑ, 1. — Τραυματίστηκε σοβαρὰ ἕνα νήπιο τριῶν ἐτῶν πού ἔπεσε ἀπὸ ὕψος τριῶν μέτρων στὸ διαμέρισμα τῶν γονέων του. Μεταφέρθηκε στὸ νοσοκομεῖο Παίδων. xyxy=(1377,1089,1590,1155)
brief-text-2: ΑΘΗΝΑ, 1. — Στὴν ἄμεση ἐκκένωση τῆς ἀριστερῆς πτέρυγας τοῦ κτιρίου τῆς Βουλῆς προχώρησαν οἱ ἀρχές μετὰ ἀπὸ τηλεφώνημα ἀγνώστου πού ἀνέφερε ὅτι εἶχε τοποθετηθεῖ βόμβα. Ἔρευνα δὲν ἀπέδωσε τίποτε. xyxy=(1377,280,1590,359)
excursions-sunday-text: ΤΟΥ «ΣΠΗΛΑΙΟΛΟΓΙΚΟΥ ΟΜΙΛΟΥ» στὴν Ἔδεσσα, Φλώρινα, Πρέσπες. Ἀναχώρησις 7 π.μ. ἀπὸ τὴν πλατεῖα Ἀριστοτέλους. Πληροφορίαι τηλ. 232-654. ΤΟΥ «ΣΥΛΛΟΓΟΥ ΕΛΛΗΝΩΝ ΟΡΕΙΒΑΤΩΝ» στὸ Σέϊχ Σου. Ἀναχώρησις 8 π.μ. ΤΟΥ «ΕΛΛΗΝΙΚΟΥ ΟΡΕΙΒΑΤΙΚΟΥ ΣΥΝΔΕΣΜΟΥ» στὸν Ὄλυμπο. Τηλ. 278-288. ΤΟΥ «ΟΜΙΛΟΥ ΦΙΛΩΝ ΤΗΣ ΦΥΣΕΩΣ» στὰ Μετέωρα, Καλαμπάκα. Ἀναχώρησις 6 π.μ. Τηλ. 263-734. xyxy=(620,74,796,257)
taxi-stand-name: Ἀνάληψις xyxy=(18,809,68,822)
